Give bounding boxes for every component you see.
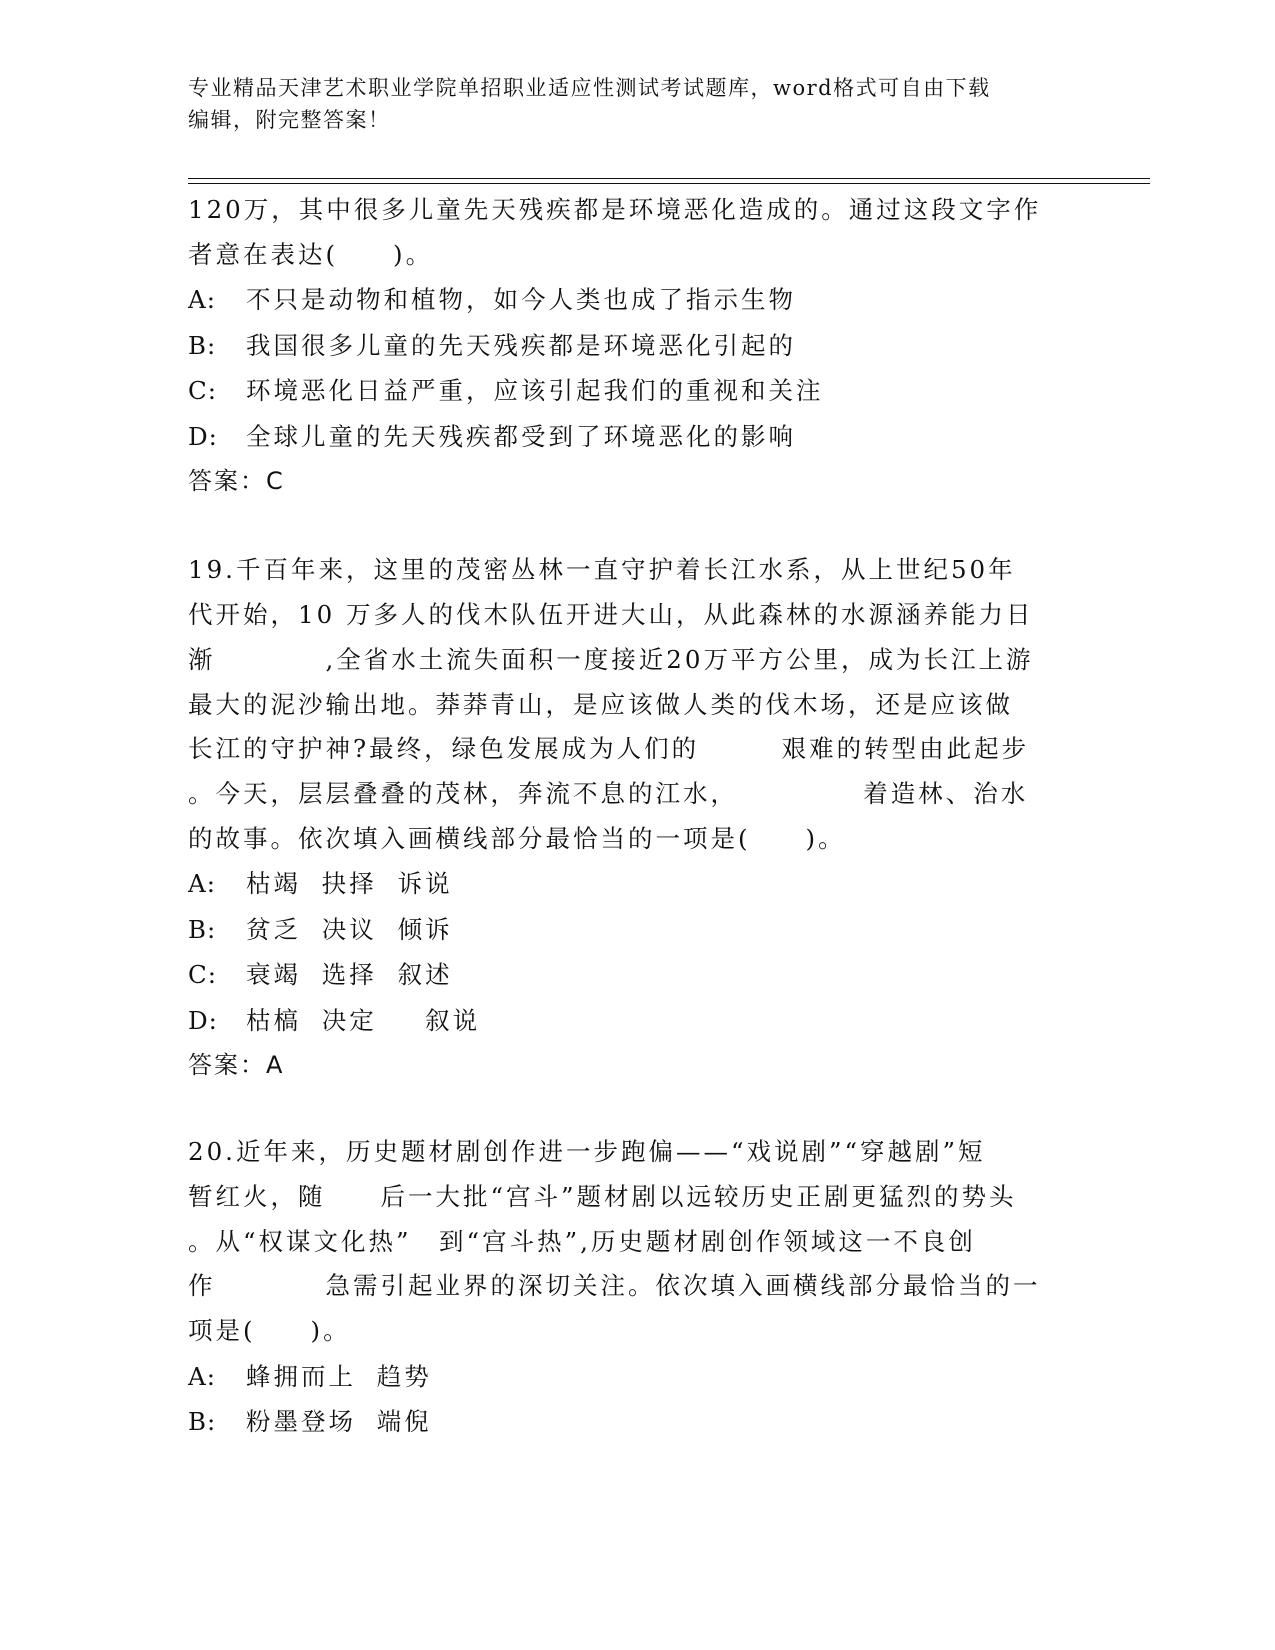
option-letter: D: — [188, 421, 218, 451]
option-b — [188, 323, 1088, 369]
question-20 — [188, 1130, 1088, 1445]
option-text: 蜂拥而上 趋势 — [246, 1361, 432, 1391]
question-text-line: 作 急需引起业界的深切关注。依次填入画横线部分最恰当的一 — [188, 1271, 1041, 1301]
option-b — [188, 907, 1088, 953]
question-spacer — [188, 504, 1088, 548]
header-rule-top — [188, 178, 1150, 179]
option-text: 贫乏 决议 倾诉 — [246, 914, 453, 944]
option-text: 环境恶化日益严重，应该引起我们的重视和关注 — [246, 376, 824, 406]
option-a — [188, 277, 1088, 323]
option-text: 枯槁 决定 叙说 — [246, 1005, 481, 1035]
option-c — [188, 368, 1088, 414]
question-spacer — [188, 1088, 1088, 1130]
option-text: 我国很多儿童的先天残疾都是环境恶化引起的 — [246, 330, 796, 360]
question-text-line: 渐 ,全省水土流失面积一度接近20万平方公里，成为长江上游 — [188, 644, 1034, 674]
question-text-line: 项是( )。 — [188, 1316, 351, 1346]
question-18 — [188, 188, 1088, 504]
option-text: 不只是动物和植物，如今人类也成了指示生物 — [246, 285, 796, 315]
question-text-line: 。今天，层层叠叠的茂林，奔流不息的江水， 着造林、治水 — [188, 778, 1029, 808]
option-c — [188, 952, 1088, 998]
option-text: 全球儿童的先天残疾都受到了环境恶化的影响 — [246, 421, 796, 451]
header-line-2: 编辑，附完整答案！ — [188, 108, 391, 132]
question-text-line: 者意在表达( )。 — [188, 239, 434, 269]
question-text-line: 。从“权谋文化热” 到“宫斗热”,历史题材剧创作领域这一不良创 — [188, 1226, 976, 1256]
page-header — [188, 72, 1088, 136]
option-letter: C: — [188, 960, 218, 990]
question-text-line: 暂红火，随 后一大批“宫斗”题材剧以远较历史正剧更猛烈的势头 — [188, 1182, 1017, 1212]
option-a — [188, 1354, 1088, 1400]
option-letter: A: — [188, 285, 216, 315]
option-text: 枯竭 抉择 诉说 — [246, 869, 453, 899]
option-letter: B: — [188, 330, 217, 360]
question-text-line: 120万，其中很多儿童先天残疾都是环境恶化造成的。通过这段文字作 — [188, 195, 1042, 224]
option-d — [188, 998, 1088, 1044]
option-a — [188, 861, 1088, 907]
option-letter: B: — [188, 914, 217, 944]
question-text-line: 最大的泥沙输出地。莽莽青山，是应该做人类的伐木场，还是应该做 — [188, 689, 1013, 719]
question-text-line: 代开始，10 万多人的伐木队伍开进大山，从此森林的水源涵养能力日 — [188, 600, 1034, 630]
document-body — [188, 188, 1088, 1445]
answer-line: 答案：C — [188, 467, 285, 496]
question-text-line: 19.千百年来，这里的茂密丛林一直守护着长江水系，从上世纪50年 — [188, 555, 1016, 585]
option-b — [188, 1399, 1088, 1445]
question-19 — [188, 548, 1088, 1088]
option-letter: A: — [188, 1361, 216, 1391]
option-letter: A: — [188, 869, 216, 899]
option-letter: B: — [188, 1407, 217, 1437]
header-line-1: 专业精品天津艺术职业学院单招职业适应性测试考试题库，word格式可自由下载 — [188, 76, 991, 100]
option-letter: D: — [188, 1005, 218, 1035]
option-text: 衰竭 选择 叙述 — [246, 960, 453, 990]
question-text-line: 的故事。依次填入画横线部分最恰当的一项是( )。 — [188, 823, 846, 853]
option-text: 粉墨登场 端倪 — [246, 1407, 432, 1437]
header-rule-bottom — [188, 183, 1150, 184]
option-letter: C: — [188, 376, 218, 406]
answer-line: 答案：A — [188, 1051, 285, 1080]
option-d — [188, 414, 1088, 460]
question-text-line: 长江的守护神?最终，绿色发展成为人们的 艰难的转型由此起步 — [188, 734, 1030, 764]
question-text-line: 20.近年来，历史题材剧创作进一步跑偏——“戏说剧”“穿越剧”短 — [188, 1137, 986, 1167]
